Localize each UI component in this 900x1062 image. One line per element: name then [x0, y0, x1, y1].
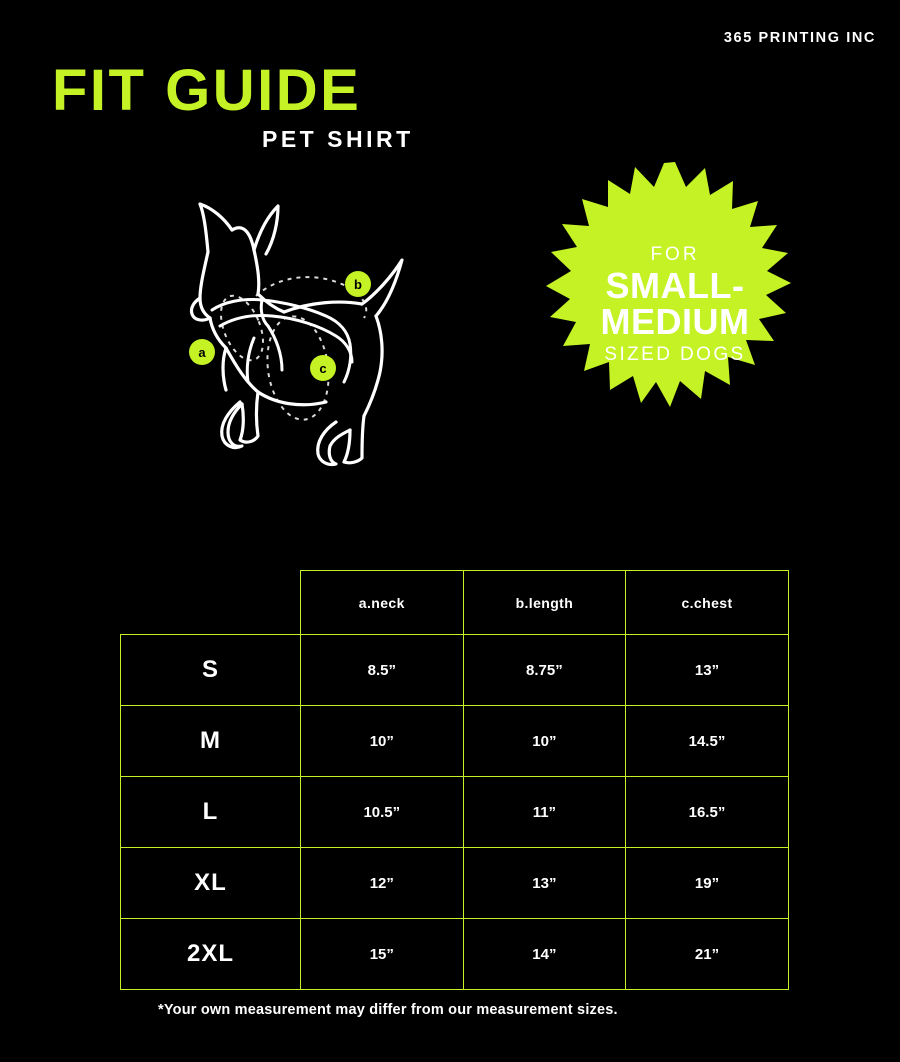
marker-a-group: [189, 339, 215, 365]
marker-c-label: c: [319, 361, 327, 376]
row-neck: 12”: [301, 848, 464, 919]
row-length: 11”: [463, 777, 626, 848]
row-neck: 8.5”: [301, 635, 464, 706]
row-length: 8.75”: [463, 635, 626, 706]
page-title: FIT GUIDE: [52, 58, 362, 123]
table-header-row: [121, 571, 789, 635]
row-size: S: [121, 635, 301, 706]
table-header-neck: a.neck: [301, 571, 464, 635]
row-size: M: [121, 706, 301, 777]
row-neck: 10”: [301, 706, 464, 777]
row-length: 14”: [463, 919, 626, 990]
badge-line-small: SMALL-: [605, 265, 745, 306]
dog-measurement-diagram: [150, 190, 480, 500]
marker-a-label: a: [198, 345, 206, 360]
badge-line-for: FOR: [650, 244, 700, 265]
row-chest: 13”: [626, 635, 789, 706]
row-neck: 10.5”: [301, 777, 464, 848]
page-subtitle: PET SHIRT: [262, 126, 414, 152]
size-badge: [530, 160, 820, 450]
marker-c-group: [310, 355, 336, 381]
marker-b-group: [345, 271, 371, 297]
row-chest: 21”: [626, 919, 789, 990]
brand-name: 365 PRINTING INC: [723, 30, 876, 46]
row-chest: 16.5”: [626, 777, 789, 848]
row-neck: 15”: [301, 919, 464, 990]
dog-outline-svg: [150, 190, 480, 500]
table-row: [121, 635, 789, 706]
row-size: XL: [121, 848, 301, 919]
size-chart-table: [120, 570, 789, 990]
table-header-chest: c.chest: [626, 571, 789, 635]
badge-line-sized-dogs: SIZED DOGS: [604, 344, 746, 365]
row-size: 2XL: [121, 919, 301, 990]
row-size: L: [121, 777, 301, 848]
table-row: [121, 706, 789, 777]
table-header-blank: [121, 571, 301, 635]
badge-line-medium: MEDIUM: [600, 301, 750, 342]
table-row: [121, 919, 789, 990]
table-row: [121, 848, 789, 919]
table-header-length: b.length: [463, 571, 626, 635]
marker-b-label: b: [354, 277, 362, 292]
row-chest: 14.5”: [626, 706, 789, 777]
footnote: *Your own measurement may differ from our measurement sizes.: [158, 1002, 618, 1018]
starburst-shape: [530, 160, 820, 450]
row-length: 10”: [463, 706, 626, 777]
row-chest: 19”: [626, 848, 789, 919]
row-length: 13”: [463, 848, 626, 919]
table-row: [121, 777, 789, 848]
